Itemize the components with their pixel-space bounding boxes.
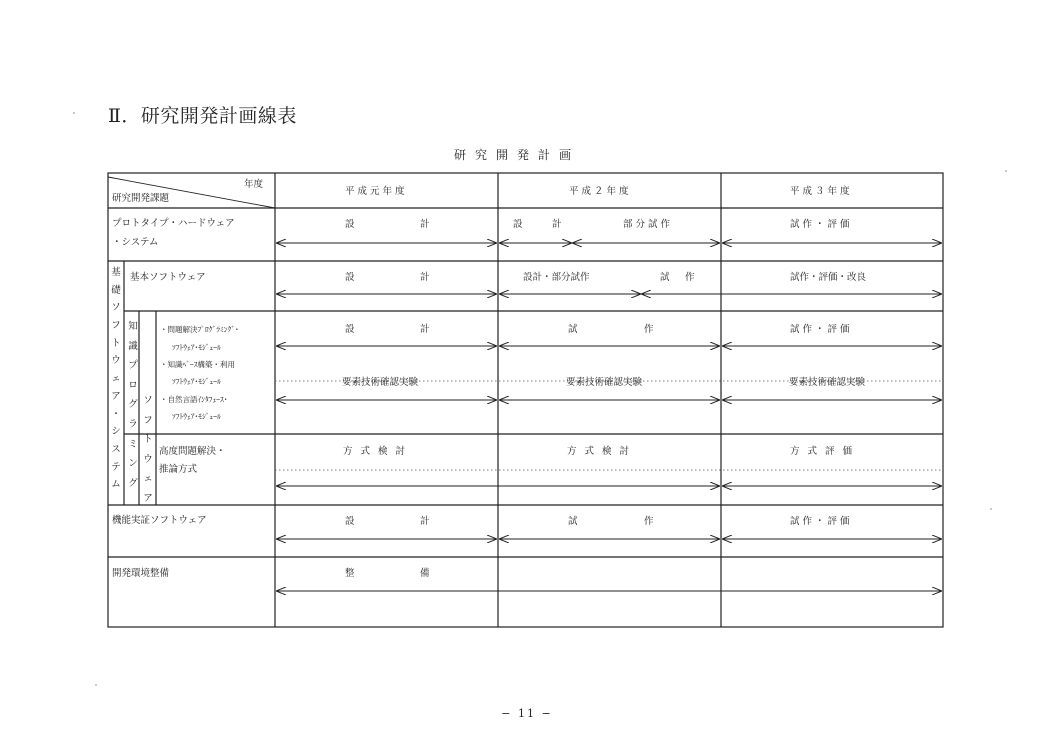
header-year-label: 年度 (244, 179, 264, 190)
verification-y2-task-b: 作 (644, 516, 654, 527)
scan-speck (95, 684, 97, 686)
prototype-y2-task-c: 部分試作 (623, 219, 674, 230)
knowledge-char: ミ (128, 438, 138, 450)
kiso-char: 礎 (111, 284, 121, 296)
kiso-char: ェ (111, 373, 121, 385)
knowledge-char: グ (128, 477, 138, 489)
knowledge-y2-task-a: 試 (568, 324, 578, 335)
environment-y1-task-a: 整 (345, 568, 355, 579)
basic-sw-y3-task: 試作・評価・改良 (790, 272, 867, 283)
kiso-char: フ (111, 320, 121, 332)
scan-speck (73, 112, 75, 114)
kiso-char: ソ (111, 302, 121, 314)
knowledge-char: フ (143, 414, 153, 426)
prototype-y3-task: 試作・評価 (790, 219, 853, 230)
kiso-char: ア (111, 390, 121, 402)
row-advanced-label-1: 高度問題解決・ (159, 446, 226, 457)
knowledge-item: ｿﾌﾄｳｪｱ･ﾓｼﾞｭｰﾙ (172, 343, 221, 352)
knowledge-y3-experiment: 要素技術確認実験 (789, 377, 866, 388)
kiso-char: ト (111, 337, 121, 349)
advanced-y2-task: 方式検討 (567, 446, 638, 457)
kiso-char: ス (111, 443, 121, 455)
scan-speck (990, 508, 992, 510)
knowledge-char: ラ (128, 418, 138, 430)
row-basic-software-label: 基本ソフトウェア (130, 272, 206, 283)
kiso-char: テ (111, 461, 121, 473)
knowledge-char: ト (143, 434, 153, 446)
prototype-y2-task-a: 設 (513, 219, 523, 230)
kiso-char: ム (111, 479, 121, 491)
section-heading: Ⅱ．研究開発計画線表 (108, 105, 297, 127)
knowledge-y1-task-b: 計 (420, 324, 430, 335)
page-number: − 11 − (501, 707, 553, 720)
knowledge-y2-task-b: 作 (644, 324, 654, 335)
basic-sw-y2-task-b: 試 作 (660, 272, 698, 283)
knowledge-char: グ (128, 399, 138, 411)
row-advanced-label-2: 推論方式 (159, 464, 198, 475)
kiso-char: 基 (111, 267, 121, 278)
year-3-header: 平成３年度 (790, 186, 853, 197)
verification-y3-task: 試作・評価 (790, 516, 853, 527)
row-verification-label: 機能実証ソフトウェア (112, 515, 207, 526)
knowledge-char: ウ (143, 453, 153, 465)
knowledge-item: ｿﾌﾄｳｪｱ･ﾓｼﾞｭｰﾙ (172, 412, 221, 421)
kiso-char: ウ (111, 355, 121, 367)
knowledge-char: ェ (143, 473, 153, 485)
basic-sw-y1-task-b: 計 (420, 272, 430, 283)
knowledge-item: ・問題解決ﾌﾟﾛｸﾞﾗﾐﾝｸﾞ･ (160, 325, 239, 334)
row-prototype-label-2: ・システム (112, 237, 159, 248)
verification-y2-task-a: 試 (568, 516, 578, 527)
knowledge-char: 知 (128, 321, 138, 332)
verification-y1-task-b: 計 (420, 516, 430, 527)
knowledge-y1-task-a: 設 (345, 324, 355, 335)
knowledge-char: 識 (128, 340, 138, 352)
kiso-char: ・ (111, 408, 121, 420)
knowledge-y1-experiment: 要素技術確認実験 (342, 377, 419, 388)
knowledge-char: ロ (128, 379, 138, 391)
knowledge-y2-experiment: 要素技術確認実験 (566, 377, 643, 388)
knowledge-y3-task: 試作・評価 (790, 324, 853, 335)
header-topic-label: 研究開発課題 (112, 193, 170, 204)
row-environment-label: 開発環境整備 (112, 568, 170, 579)
prototype-y2-task-b: 計 (552, 219, 562, 230)
knowledge-item: ・自然言語ｲﾝﾀﾌｪｰｽ･ (160, 395, 228, 404)
verification-y1-task-a: 設 (345, 516, 355, 527)
knowledge-char: ン (128, 458, 138, 470)
environment-y1-task-b: 備 (420, 568, 430, 579)
knowledge-item: ｿﾌﾄｳｪｱ･ﾓｼﾞｭｰﾙ (172, 377, 221, 386)
prototype-y1-task-b: 計 (420, 219, 430, 230)
table-caption: 研究開発計画 (454, 148, 581, 162)
kiso-group-label (108, 268, 124, 498)
knowledge-group-label-col2 (142, 396, 154, 514)
knowledge-char: ア (143, 492, 153, 504)
scan-speck (1005, 170, 1007, 172)
basic-sw-y1-task-a: 設 (345, 272, 355, 283)
knowledge-char: プ (128, 360, 138, 372)
row-prototype-label-1: プロトタイプ・ハードウェア (112, 218, 235, 229)
prototype-y1-task-a: 設 (345, 219, 355, 230)
advanced-y1-task: 方式検討 (343, 446, 414, 457)
knowledge-item: ・知識ﾍﾞｰｽ構築・利用 (160, 360, 235, 369)
basic-sw-y2-task-a: 設計・部分試作 (523, 272, 590, 283)
kiso-char: シ (111, 426, 121, 438)
year-2-header: 平成２年度 (569, 186, 632, 197)
advanced-y3-task: 方式評価 (790, 446, 861, 457)
year-1-header: 平成元年度 (345, 186, 408, 197)
knowledge-group-label-col1 (127, 322, 139, 498)
knowledge-char: ソ (143, 395, 153, 406)
